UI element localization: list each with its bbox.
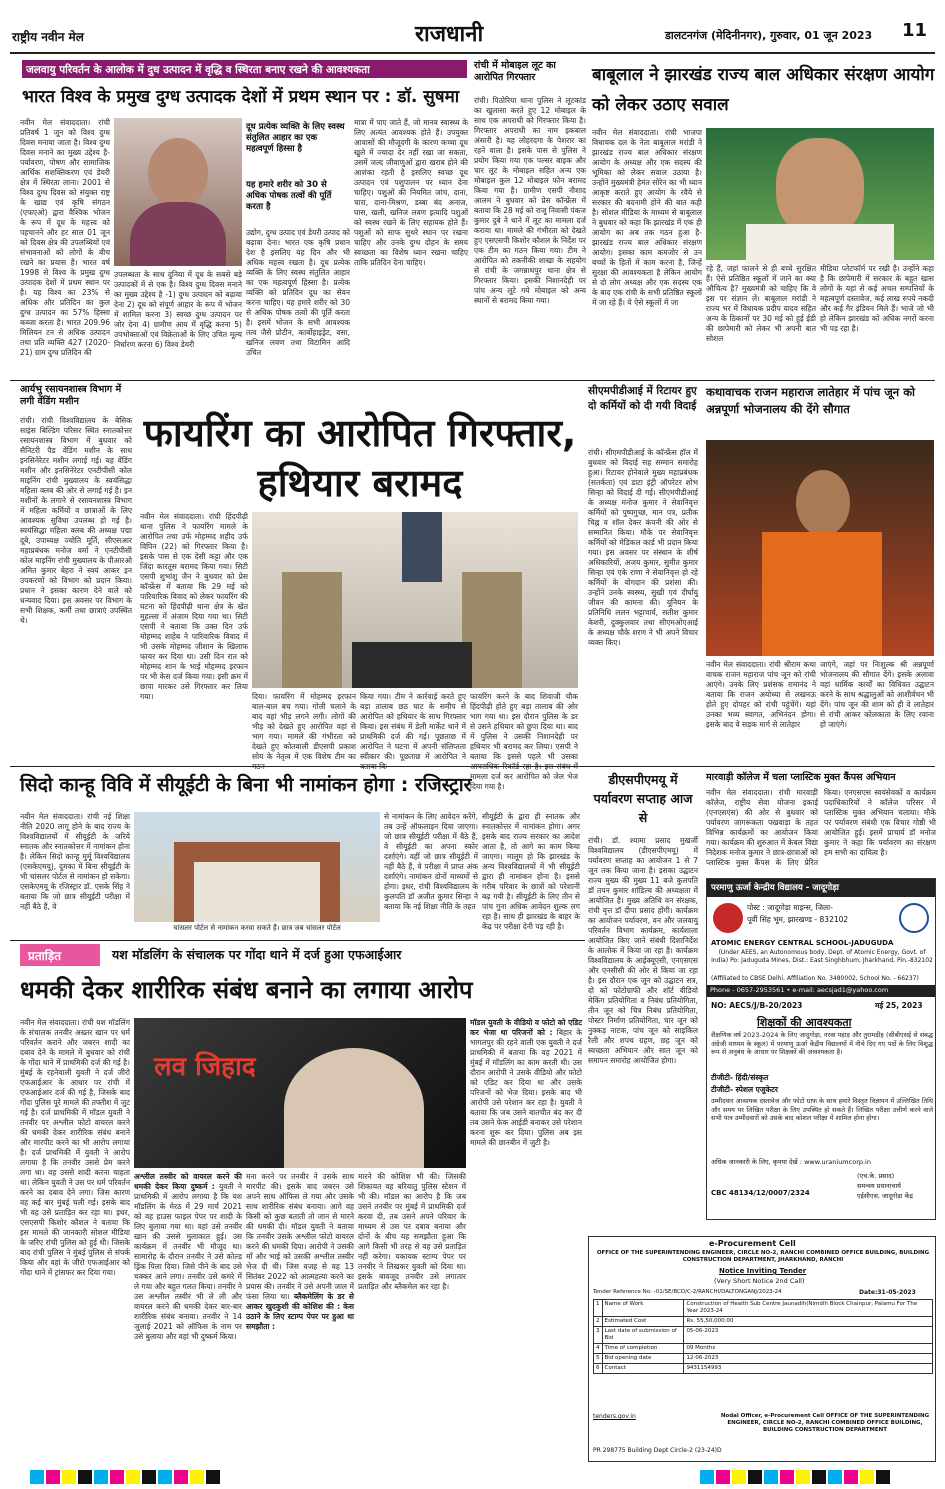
- tender-sl-3: 3: [594, 1327, 603, 1344]
- school-addr1: पोस्ट : जादूगोड़ा माइन्स, जिला-: [747, 903, 833, 912]
- milk-col4-text: मात्रा में पाए जाते हैं, जो मानव स्वास्थ्य के लिए अत्यंत आवश्यक होते हैं। उपयुक्त आवासों की मौजूदगी के कारण कच्चा दूध खुले में ज्यादा देर नहीं रखा जा सकता, उसमें जल्द जीवाणुओं द्वारा खराब होने की आशंका रहती है इसलिए स्वच्छ दूध उत्पादन एवं पशुपालन पर ध्यान देना चाहिए। पशुओं की नियमित जांच, दाना, चारा, दाना-मिश्रण, डब्बा बंद अनाज, घास, खली, खनिज लवण इत्यादि पशुओं को स्वस्थ रखने के लिए सहायक होते हैं। पशुओं को साफ सुथरे स्थान पर रखना चाहिए और उनके दुग्ध दोहन के समय स्वच्छता का विशेष ध्यान रखना चाहिए ताकि प्रतिदिन देना चाहिए।: [354, 118, 468, 267]
- threat-col4: [358, 1172, 466, 1466]
- school-website: अधिक जानकारी के लिए, कृपया देखें : www.uraniumcorp.in: [711, 1158, 871, 1166]
- tender-val-3: 05-06-2023: [684, 1327, 933, 1344]
- mobile-loot-body: [474, 96, 586, 374]
- tender-key-5: Bid opening date: [602, 1354, 684, 1364]
- threat-col2: [134, 1172, 242, 1466]
- headline-marwari: मारवाड़ी कॉलेज में चला प्लास्टिक मुक्त कैंपस अभियान: [706, 772, 896, 783]
- school-date: मई 25, 2023: [875, 1001, 923, 1010]
- tender-val-5: 12-06-2023: [684, 1354, 933, 1364]
- tender-table: [593, 1299, 933, 1409]
- tender-sl-1: 1: [594, 1300, 603, 1317]
- tender-office: OFFICE OF THE SUPERINTENDING ENGINEER, CIRCLE NO-2, RANCHI COMBINED OFFICE BUILDING, BUILDING CONSTRUCTION DEPARTMENT, JHARKHAND, RANCHI: [596, 1250, 930, 1263]
- threat-col5-text: बिहार के भागलपुर की रहने वाली एक युवती ने दर्ज प्राथमिकी में बताया कि वह 2021 में मुंबई में मॉडलिंग का काम करती थी। उस दौरान आरोपी ने उसके वीडियो और फोटो को एडिट कर दिया था और उसके परिजनों को भेज दिया। इसके बाद भी आरोपी उसे परेशान कर रहा है। युवती ने बताया कि जब उसने बातचीत बंद कर दी तब उसने फेक आईडी बनाकर उसे परेशान करना शुरू कर दिया। पुलिस अब इस मामले की छानबीन में जुटी है।: [470, 1028, 582, 1147]
- school-addr2: पूर्वी सिंह भूम, झारखण्ड - 832102: [747, 915, 849, 924]
- divider-1: [10, 380, 935, 381]
- vending-text: रांची। रांची विश्वविद्यालय के बेसिक साइंस बिल्डिंग परिसर स्थित स्नातकोत्तर रसायनशास्त्र विभाग में बुधवार को सैनिटरी पैड वेंडिंग मशीन के साथ इनसिनेरेटर मशीन लगाई गई। यह वेंडिंग मशीन और इनसिनेरेटर एनटीपीसी कोल माइनिंग रांची मुख्यालय के स्वयंसिद्धा महिला क्लब की ओर से लगाई गई है। इन मशीनों के लगाने से रसायनशास्त्र विभाग में महिला कर्मियों व छात्राओं के लिए आवश्यक सुविधा उपलब्ध हो गई है। स्वयंसिद्धा महिला क्लब की अध्यक्ष पद्मा दूबे, उपाध्यक्ष ज्योति मूर्ति, सीएसआर महाप्रबंधक मनोज वर्मा ने एनटीपीसी कोल माइनिंग रांची मुख्यालय के पीआरओ अमित कुमार बेहरा ने स्वयं आकर इन उपकरणों को विभाग को प्रदान किया। प्रधान ने इसका कारण देने वाले को धन्यवाद दिया। इस अवसर पर विभाग के सभी शिक्षक, कर्मी तथा छात्राएं उपस्थित थे।: [20, 416, 132, 625]
- vending-body: [20, 416, 132, 762]
- milk-col3-text: उद्योग, दुग्ध उत्पाद एवं डेयरी उत्पाद को बढ़ावा देना। भारत एक कृषि प्रधान देश है इसलिए यह दिन और भी अधिक महत्त्व रखता है। दूध प्रत्येक व्यक्ति के लिए स्वस्थ संतुलित आहार का एक महत्वपूर्ण हिस्सा है। प्रत्येक व्यक्ति को प्रतिदिन दूध का सेवन करना चाहिए। यह हमारे शरीर को 30 से अधिक पोषक तत्वों की पूर्ति करता है। इसमें भोजन के सभी आवश्यक तत्व जैसे प्रोटीन, कार्बोहाइड्रेट, वसा, खनिज लवण तथा विटामिन आदि उचित: [246, 228, 350, 357]
- dspmu-body: [588, 836, 698, 1232]
- babulal-col2: [706, 264, 816, 376]
- tender-val-2: Rs. 55,50,000.00: [684, 1317, 933, 1327]
- rajan-col2-text: जाएंगे, जहां पर निःशुल्क श्री अन्नपूर्णा भोजनालय की सौगात देंगे। इसके अलावा वहां धार्मिक कार्यों का विधिवत उद्घाटन करने के साथ श्रद्धालुओं को आशीर्वचन भी देंगे। पांच जून की शाम को ही वे लातेहार से रांची आकर कोलकाता के लिए रवाना हो जाएंगे।: [820, 660, 934, 729]
- threat-col1-text: नवीन मेल संवाददाता। रांची यश मॉडलिंग के संचालक तनवीर अख्तर खान पर धर्म परिवर्तन कराने और जबरन शादी का दबाव देने के मामले में बुधवार को रांची के गोंदा थाने में प्राथमिकी दर्ज की गई है। मुंबई के रहनेवाली युवती ने दर्ज जीरो एफआईआर के आधार पर रांची में एफआईआर दर्ज की गई है, जिसके बाद गोंदा पुलिस पूरे मामले की तफ्तीश में जुट गई है। दर्ज प्राथमिकी में मॉडल युवती ने तनवीर पर अश्लील फोटो वायरल करने की धमकी देकर शारीरिक संबंध बनाने और मारपीट करने का भी आरोप लगाया है। दर्ज प्राथमिकी में युवती ने आरोप लगाया है कि तनवीर उससे प्रेम करने लगा था। वह उससे शादी करना चाहता था। लेकिन युवती ने उस पर धर्म परिवर्तन करने का दबाव देने लगा। जिस कारण वह कई बार मुंबई चली गई। इसके बाद भी वह उसे प्रताड़ित कर रहा था। इधर, एसएसपी किशोर कौशल ने बताया कि इस मामले की जानकारी सोशल मीडिया के जरिए रांची पुलिस को हुई थी। जिसके बाद रांची पुलिस ने मुंबई पुलिस से संपर्क किया और वहां के जीरो एफआईआर को गोंदा थाने में ट्रांसफर कर दिया गया।: [20, 1018, 130, 1277]
- tender-footer: Nodal Officer, e-Procurement Cell OFFICE OF THE SUPERINTENDING ENGINEER, CIRCLE NO-2, RANCHI COMBINED OFFICE BUILDING, BUILDING CONSTRUCTION DEPARTMENT: [720, 1413, 930, 1433]
- color-registration-bar-right: [700, 1470, 890, 1484]
- pull-quote-1: दूध प्रत्येक व्यक्ति के लिए स्वस्थ संतुलित आहार का एक महत्वपूर्ण हिस्सा है: [246, 122, 345, 154]
- tender-key-6: Contact: [602, 1364, 684, 1374]
- tender-val-6: 9431154993: [684, 1364, 933, 1374]
- kicker-milk: जलवायु परिवर्तन के आलोक में दुध उत्पादन में वृद्धि व स्थिरता बनाए रखने की आवश्यकता: [22, 60, 467, 78]
- subhead-4: मॉडल युवती के वीडियो व फोटो को एडिट कर भेजा था परिजनों को :: [470, 1018, 582, 1037]
- headline-babulal: बाबूलाल ने झारखंड राज्य बाल अधिकार संरक्षण आयोग को लेकर उठाए सवाल: [592, 65, 935, 115]
- headline-rajan-maharaj: कथावाचक राजन महाराज लातेहार में पांच जून को अन्नपूर्णा भोजनालय की देंगे सौगात: [706, 385, 915, 416]
- firing-col1: [140, 512, 248, 762]
- school-contact: Phone - 0657-2953561 • e-mail: aecsjad1@yahoo.com: [707, 985, 935, 997]
- tender-val-4: 09 Months: [684, 1344, 933, 1354]
- firing-col3-text: किया गया। टीम ने कार्रवाई करते हुए बड़ा तालाब छठ घाट के समीप से आरोपित को हथियार के साथ गिरफ्तार किया। इस संबंध में डेली मार्केट थाने में प्राथमिकी दर्ज की गई। पूछताछ में आरोपित ने घटना में अपनी संलिप्तता स्वीकार की। पूछताछ में आरोपित ने: [360, 692, 466, 761]
- school-sign1: (एच.के. प्रसाद): [857, 1172, 895, 1180]
- skmu-col3-text: सीयूईटी के द्वारा ही स्नातक और स्नातकोत्तर में नामांकन होगा। अगर इसके बाद राज्य सरकार का आदेश आता है, तो आगे का काम किया जाएगा। मालूम हो कि झारखंड के अन्य विश्वविद्यालयों में भी सीयूईटी द्वारा ही नामांकन होना है। इससे गरीब परिवार के छात्रों को परेशानी बढ़ गयी है। सीयूईटी के लिए तीन से पांच गुना अधिक आवेदन शुल्क लग रहा है। साथ ही झारखंड के बाहर के केंद्र पर परीक्षा देनी पड़ रही है।: [482, 812, 580, 931]
- color-registration-bar: [30, 1470, 220, 1484]
- school-logo-right: [899, 903, 929, 933]
- tender-key-2: Estimated Cost: [602, 1317, 684, 1327]
- tender-val-1: Construction of Health Sub Centre Jaunadih(Nimdih Block Chainpur, Palamu For The Year 2023-24: [684, 1300, 933, 1317]
- school-post1: टीजीटी- हिंदी/संस्कृत: [711, 1073, 769, 1082]
- tender-date: Date:31-05-2023: [859, 1289, 916, 1296]
- school-aegis: (Under AEES, an Autonomous body, Dept. of Atomic Energy, Govt. of India) Po: Jaduguda Mines, Dist.: East Singhbhum, Jharkhand, Pin.-832102: [711, 949, 933, 964]
- paper-logo: राष्ट्रीय नवीन मेल: [12, 30, 84, 44]
- school-ad: [706, 878, 936, 1220]
- tender-ref: Tender Reference No: -01/SE/BCD/C-2/RANCHI/DALTONGANJ/2023-24: [593, 1289, 782, 1295]
- school-sign3: एईसीएस, जादूगोड़ा केंद्र: [857, 1192, 913, 1200]
- subhead-1: अश्लील तस्वीर को वायरल करने की धमकी देकर किया दुष्कर्म :: [134, 1172, 242, 1191]
- tender-sl-4: 4: [594, 1344, 603, 1354]
- divider-3: [10, 940, 585, 941]
- subhead-3: केस उठाने के लिए स्टाम्प पेपर पर हुआ था समझौता :: [246, 1302, 354, 1331]
- tender-sl-2: 2: [594, 1317, 603, 1327]
- threat-col1: [20, 1018, 130, 1466]
- babulal-col2-text: रहे हैं, जहां फालने से ही बच्चे सुरक्षित हैं। ऐसे प्रतिष्ठित स्कूलों में जाने का क्या औचित्य है? मुख्यमंत्री को चाहिए कि वे इस पर संज्ञान लें। बाबूलाल मरांडी ने राज्य भर में विधायक प्रदीप यादव सहित अन्य के ठिकानों पर 30 मई को हुई ईडी की छापेमारी को लेकर भी अपनी बात सोशल: [706, 264, 816, 343]
- firing-col2: [252, 692, 356, 762]
- badge-pratadit: प्रताड़ित: [20, 944, 100, 966]
- tender-key-3: Last date of submission of Bid: [602, 1327, 684, 1344]
- dateline: डालटनगंज (मेदिनीनगर), गुरुवार, 01 जून 2023: [665, 29, 873, 42]
- photo-firing-police: [252, 512, 578, 688]
- subhead-2: ब्लैकमेलिंग के डर से आकर खुदकुशी की कोशिश की :: [246, 1292, 354, 1311]
- firing-col2-text: दिया। फायरिंग में मोहम्मद इरफान बाल-बाल बच गया। गोली चलाने के बाद वहां भीड़ लगने लगी। लोगों की भीड़ को देखते हुए आरोपित वहां से भाग गया। मामले की गंभीरता को देखते हुए कोतवाली डीएसपी प्रकाश सोय के नेतृत्व में एक विशेष टीम का: [252, 692, 356, 761]
- headline-dspmu: डीएसपीएमयू में पर्यावरण सप्ताह आज से: [593, 772, 693, 825]
- skmu-col1-text: नवीन मेल संवाददाता। रांची नई शिक्षा नीति 2020 लागू होने के बाद राज्य के विश्वविद्यालयों में सीयूईटी के जरिये स्नातक और स्नातकोत्तर में नामांकन होना है। लेकिन सिदो कान्हू मुर्मू विश्वविद्यालय (एसकेएमयू), दुमका में बिना सीयूईटी के भी चांसलर पोर्टल से नामांकन हो सकेगा। एसकेएमयू के रजिस्ट्रार डॉ. एसके सिंह ने बताया कि जो छात्र सीयूईटी परीक्षा में नहीं बैठे हैं, वे: [20, 812, 130, 911]
- school-name-en: ATOMIC ENERGY CENTRAL SCHOOL-JADUGUDA: [711, 939, 894, 947]
- tender-call: (Very Short Notice 2nd Call): [714, 1277, 805, 1285]
- skmu-col2-text: से नामांकन के लिए आवेदन करेंगे, तब उन्हें ऑफलाइन दिया जाएगा। जो छात्र सीयूईटी परीक्षा में बैठे हैं, वे सीयूईटी का अपना स्कोर दर्शाएंगे। वहीं जो छात्र सीयूईटी में नहीं बैठे हैं, वे परीक्षा में प्राप्त अंक दर्शाएंगे। नामांकन दोनों माध्यमों से होगा। इधर, रांची विश्वविद्यालय के कुलपति डॉ अजीत कुमार सिन्हा ने बताया कि नई शिक्षा नीति के तहत: [384, 812, 478, 911]
- headline-threat: धमकी देकर शारीरिक संबंध बनाने का लगाया आरोप: [20, 976, 473, 1004]
- tender-notice-title: Notice Inviting Tender: [719, 1267, 807, 1275]
- babulal-col3: [820, 264, 934, 376]
- cmpdi-body: [588, 448, 698, 762]
- photo-babulal: [706, 128, 934, 260]
- babulal-col3-text: मीडिया प्लेटफॉर्म पर रखी है। उन्होंने कहा है कि छापेमारी में सरकार के बहुत खास लोगों के यहां से कई अचल सम्पत्तियों के महत्वपूर्ण दस्तावेज, कई लाख रुपये नकदी और कई गैर इंडियन मिले हैं। भाजे जो भी हो लेकिन झारखंड को अधिक नगरों करना भी पड़ रहा है।: [820, 264, 934, 333]
- threat-col5: [470, 1018, 582, 1466]
- headline-cmpdi: सीएमपीडीआई में रिटायर हुए दो कर्मियों को दी गयी विदाई: [588, 385, 697, 412]
- tender-website[interactable]: tenders.gov.in: [593, 1413, 636, 1420]
- headline-mobile-loot: रांची में मोबाइल लूट का आरोपित गिरफ्तार: [474, 60, 556, 83]
- headline-vending: आर्यभु रसायनशास्त्र विभाग में लगी वेंडिंग मशीन: [20, 384, 122, 407]
- table-row: [594, 1344, 933, 1354]
- school-sign2: समन्वय प्रधानाचार्य: [857, 1182, 901, 1190]
- school-affiliation: (Affiliated to CBSE Delhi, Affiliation No. 3480002, School No. - 66237): [711, 975, 919, 982]
- headline-skmu: सिदो कान्हू विवि में सीयूईटी के बिना भी नामांकन होगा : रजिस्ट्रार: [20, 774, 472, 796]
- firing-col4-text: फायरिंग करने के बाद शिवाजी चौक हिंदपीढ़ी होते हुए बड़ा तालाब की ओर भाग गया था। इस दौरान पुलिस के डर से उसने हथियार को छुपा दिया था। बाद में पुलिस ने उसकी निशानदेही पर हथियार भी बरामद कर लिया। एसपी ने बताया कि इससे पहले भी उसका मामला दर्ज कर आरोपित को जेल भेज दिया गया है।: [470, 692, 578, 791]
- school-ref: NO: AECS/J/B-20/2023: [711, 1001, 803, 1010]
- tender-key-1: Name of Work: [602, 1300, 684, 1317]
- divider-2: [10, 766, 935, 767]
- threat-col3: [246, 1172, 354, 1466]
- milk-col1: [20, 118, 110, 376]
- kicker-yash-modelling: यश मॉडलिंग के संचालक पर गोंदा थाने में दर्ज हुआ एफआईआर: [112, 947, 402, 962]
- portrait-sushma: [114, 118, 242, 266]
- threat-col4-text: मारने की कोशिश भी की। जिसकी शिकायत वह बरियातु पुलिस स्टेशन में भी की। मॉडल का आरोप है कि जब उसने तनवीर पर मुंबई में प्राथमिकी दर्ज करवा दी, तब उसने अपने परिवार के माध्यम से उस पर दबाव बनाया और दोनों के बीच यह समझौता हुआ कि आगे किसी भी तरह से वह उसे प्रताड़ित नहीं करेगा। यकायक स्टाम्प पेपर पर तनवीर ने लिखकर युवती को दिया था। इसके बावजूद तनवीर उसे लगातार प्रताड़ित और ब्लैकमेल कर रहा है।: [358, 1172, 466, 1291]
- skmu-caption: चांसलर पोर्टल से नामांकन करवा सकते हैं। छात्र जब चांसलर पोर्टल: [134, 924, 380, 936]
- photo-rajan-maharaj: [706, 440, 934, 656]
- milk-col4: [354, 118, 468, 376]
- firing-col3: [360, 692, 466, 762]
- tender-sl-5: 5: [594, 1354, 603, 1364]
- school-post2: टीजीटी- स्पेशल एजुकेटर: [711, 1085, 778, 1094]
- skmu-col1: [20, 812, 130, 936]
- milk-col3: [246, 228, 350, 376]
- milk-col2-text: उपलब्धता के साथ दुनिया में दूध के सबसे बड़े उत्पादकों में से एक है। विश्व दुग्ध दिवस मनाने का मुख्य उद्देश्य है -1) दुग्ध उत्पादन को बढ़ावा देना 2) दूध को संपूर्ण आहार के रूप में भोजन में शामिल करना 3) स्वच्छ दुग्ध उत्पादन पर जोर देना 4) ग्रामीण आय में वृद्धि करना 5) उपभोक्ताओं एवं विक्रेताओं के लिए उचित मूल्य निर्धारण करना 6) विश्व डेयरी: [114, 270, 242, 349]
- tender-cell-head: e-Procurement Cell: [709, 1239, 796, 1248]
- cmpdi-text: रांची। सीएमपीडीआई के कॉन्फ्रेंस हॉल में बुधवार को विदाई सह सम्मान समारोह हुआ। रिटायर होनेवाले मुख्य महाप्रबंधक (सतर्कता) एवं डाटा इंट्री ऑपरेटर शोभ सिन्हा को विदाई दी गई। सीएमपीडीआई के अध्यक्ष मनोज कुमार ने सेवानिवृत्त कर्मियों को पुष्पगुच्छ, मान पत्र, प्रतीक चिह्न व शॉल देकर कंपनी की ओर से सम्मानित किया। मौके पर सेवानिवृत्त कर्मियों को मेडिकल कार्ड भी प्रदान किया गया। इस अवसर पर संस्थान के शीर्ष अधिकारियों, अजय कुमार, सुमीत कुमार सिन्हा एवं एके राणा ने सेवानिवृत्त हो रहे कर्मियों के योगदान की प्रशंसा की। उन्होंने उनके स्वस्थ्य, सुखी एवं दीर्घायु जीवन की कामना की। यूनियन के प्रतिनिधि ललन भट्टाचार्य, सतीश कुमार केशरी, दुक्कुलवार तथा सीएमओएआई के अध्यक्ष चौके शरण ने भी अपने विचार व्यक्त किए।: [588, 448, 698, 647]
- table-row: [594, 1354, 933, 1364]
- firing-col1-text: नवीन मेल संवाददाता। रांची हिंदपीढ़ी थाना पुलिस ने फायरिंग मामले के आरोपित तथा उर्फ मोहम्मद शहीद उर्फ विपिन (22) को गिरफ्तार किया है। इसके पास से एक देसी कट्टा और एक जिंदा कारतूस बरामद किया गया। सिटी एसपी शुभांशु जैन ने बुधवार को प्रेस कॉन्फ्रेंस में बताया कि 29 मई को पारिवारिक विवाद को लेकर फायरिंग की घटना को हिंदपीढ़ी थाना क्षेत्र के खेत मुहल्ला में अंजाम दिया गया था। सिटी एसपी ने बताया कि उक्त दिन उर्फ मोहम्मद शाहेब ने पारिवारिक विवाद में भी उसके मोहम्मद जीशान के खिलाफ फायर कर दिया था। उसी दिन रात को मोहम्मद शान के भाई मोहम्मद इरफान पर भी केस दर्ज किया गया। इसी क्रम में छापा मारकर उसे गिरफ्तार कर लिया गया।: [140, 512, 248, 701]
- school-body2: उम्मीदवार आवश्यक दस्तावेज और फोटो ग्राफ के साथ हमारे विस्तृत विज्ञापन में उल्लिखित तिथि और समय पर लिखित परीक्षा के लिए उपस्थित हो सकते हैं। लिखित परीक्षा उत्तीर्ण करने वाले सभी पात्र उम्मीदवारों को उसके बाद कोशल परीक्षा में शामिल होना होगा।: [711, 1097, 933, 1122]
- milk-col2: [114, 270, 242, 376]
- table-row: [594, 1317, 933, 1327]
- milk-col1-text: नवीन मेल संवाददाता। रांची प्रतिवर्ष 1 जून को विश्व दुग्ध दिवस मनाया जाता है। विश्व दुग्ध दिवस मनाने का मुख्य उद्देश्य है-पर्यावरण, पोषण और सामाजिक आर्थिक सशक्तिकरण एवं डेयरी क्षेत्र में स्थिरता लाना। 2001 से विश्व दुग्ध दिवस को संयुक्त राष्ट्र के खाद्य एवं कृषि संगठन (एफएओ) द्वारा वैश्विक भोजन के रूप में दूध के महत्त्व को पहचानने और हर साल 01 जून को दिवस क्षेत्र की उपलब्धियों एवं संभावनाओं को लोगों के बीच रखने का प्रयास है। भारत वर्ष 1998 से विश्व के प्रमुख दुग्ध उत्पादक देशों में प्रथम स्थान पर है। यह विश्व का 23% से अधिक और प्रतिदिन का कुल दुग्ध उत्पादन का 57% हिस्सा कब्जा करता है। भारत 209.96 मिलियन टन से अधिक उत्पादन तथा प्रति व्यक्ति 427 (2020-21) ग्राम दुग्ध प्रतिदिन की: [20, 118, 110, 357]
- dspmu-text: रांची। डॉ. श्यामा प्रसाद मुखर्जी विश्वविद्यालय (डीएसपीएमयू) में पर्यावरण सप्ताह का आयोजन 1 से 7 जून तक किया जाना है। इसका उद्घाटन राज्य मुख्य की मुख्य 11 बजे कुलपति डॉ तपन कुमार शांडिल्य की अध्यक्षता में आयोजित है। मुख्य अतिथि वन संरक्षक, रांची वृत्त डॉ दीपा प्रसाद होंगी। कार्यक्रम का आयोजन पर्यावरण, वन और जलवायु परिवर्तन विभाग कार्यक्रम, कार्यशाला आयोजित किए जाने संबंधी दिशानिर्देश के आलोक में किया जा रहा है। कार्यक्रम विश्वविद्यालय के आईक्यूएसी, एनएसएस और एनसीसी की ओर से किया जा रहा है। इस दौरान एक जून को उद्घाटन सत्र, दो को फोटोग्राफी और शॉर्ट वीडियो मेकिंग प्रतियोगिता व निबंध प्रतियोगिता, तीन जून को चित्र निबंध प्रतियोगिता, पोस्टर निर्माण प्रतियोगिता, चार जून को नुक्कड़ नाटक, पांच जून को साइकिल रैली और शपथ ग्रहण, छह जून को स्वच्छता अभियान और सात जून को समापन समारोह आयोजित होगा।: [588, 836, 698, 1065]
- threat-col3-text: मना करने पर तनवीर ने उसके साथ मारपीट की। इसके बाद जबरन उसे अपने साथ ऑफिस ले गया और उसके साथ शारीरिक संबंध बनाया। आगे वह किसी को कुछ बताती तो जान से मारने की धमकी दी। मॉडल युवती ने बताया कि तनवीर उसके अश्लील फोटो वायरल करने की धमकी दिया। आरोपी ने उसकी माँ और भाई को उसकी अश्लील तस्वीर भेज दी थी। जिस वजह से वह 13 सितंबर 2022 को आत्महत्या करने का प्रयास की। तनवीर ने उसे अपनी जाल में फंसा लिया था।: [246, 1172, 354, 1301]
- rajan-col1-text: नवीन मेल संवाददाता। रांची श्रीराम कथा वाचक राजन महाराज पांच जून को रांची आएंगे। उनके लिए प्रशंसक रामानंद ने बताया कि राजन अयोध्या से लखनऊ होते हुए दोपहर को रांची पहुंचेंगे। यहां उनका भव्य स्वागत, अभिनंदन होगा। इसके बाद वे सड़क मार्ग से लातेहार: [706, 660, 816, 729]
- headline-firing: फायरिंग का आरोपित गिरफ्तार, हथियार बरामद: [143, 411, 577, 505]
- school-ad-title: परमाणु ऊर्जा केन्द्रीय विद्यालय - जादूगोड़ा: [711, 883, 839, 893]
- rajan-col2: [820, 660, 934, 762]
- masthead-rule: [10, 52, 935, 54]
- school-logo-left: [713, 903, 743, 933]
- marwari-body: [706, 788, 936, 874]
- school-ad-code: CBC 48134/12/0007/2324: [711, 1189, 810, 1197]
- pull-quote-2: यह हमारे शरीर को 30 से अधिक पोषक तत्वों की पूर्ति करता है: [246, 180, 332, 212]
- love-jihad-label: लव जिहाद: [154, 1052, 256, 1082]
- skmu-col2: [384, 812, 478, 936]
- table-row: [594, 1327, 933, 1344]
- masthead: [0, 0, 945, 56]
- tender-pr-code: PR 298775 Building Dept Circle-2 (23-24)D: [593, 1447, 722, 1454]
- rajan-col1: [706, 660, 816, 762]
- section-title: राजधानी: [415, 22, 484, 47]
- photo-university-gate: [134, 812, 380, 922]
- page-number: 11: [902, 20, 928, 41]
- mobile-loot-text: रांची। पिठोरिया थाना पुलिस ने लूटकांड का खुलासा करते हुए 12 मोबाइल के साथ एक अपराधी को गिरफ्तार किया है। गिरफ्तार अपराधी का नाम इकबाल अंसारी है। यह लोहरदगा के पेशरार का रहने वाला है। इसके पास से पुलिस ने प्रयोग किया गया एक पल्सर बाइक और चार लूट के मोबाइल सहित अन्य एक मोबाइल कुल 12 मोबाइल फोन बरामद किया गया है। ग्रामीण एसपी नौशाद आलम ने बुधवार को प्रेस कॉन्फ्रेंस में बताया कि 28 मई को राजू निवासी पंकज कुमार दुबे ने थाने में लूट का मामला दर्ज कराया था। मामले की गंभीरता को देखते हुए एसएसपी किशोर कौशल के निर्देश पर एक टीम का गठन किया गया। टीम ने आरोपित को तकनीकी शाखा के सहयोग से रांची के जगन्नाथपुर थाना क्षेत्र से गिरफ्तार किया। इसकी निशानदेही पर पांच अन्य लूटे गये मोबाइल को अन्य स्थानों से बरामद किया गया।: [474, 96, 586, 305]
- tender-notice: [588, 1236, 936, 1462]
- threat-col2-text: युवती ने प्राथमिकी में आरोप लगाया है कि यश मॉडलिंग के मेरठ में 29 मार्च 2021 को वह हाउस फाइल पेपर पर शादी के लिए बुलाया गया था। वहां उसे तनवीर खान की उससे मुलाकात हुई। उस कार्यक्रम में तनवीर भी मौजूद था। सामारोह के दौरान तनवीर ने उसे कोल्ड ड्रिंक पिला दिया। जिसे पीने के बाद उसे चक्कर आने लगा। तनवीर उसे कमरे में ले गया और बहुत गलत किया। तनवीर ने उस अश्लील तस्वीर भी ले ली और वायरल करने की धमकी देकर बार-बार शारीरिक संबंध बनाया। तनवीर ने 14 जुलाई 2021 को ऑफिस के नाम पर उसे बुलाया और वहां भी दुष्कर्म किया।: [134, 1182, 242, 1341]
- marwari-text: नवीन मेल संवाददाता। रांची मारवाड़ी कॉलेज, राष्ट्रीय सेवा योजना इकाई (एनएसएस) की ओर से बुधवार को पर्यावरण जागरूकता पखवाड़ा के तहत विभिन्न कार्यक्रमों का आयोजन किया गया। कार्यक्रम की शुरुआत में केबल विद्या निदेशक मनोज कुमार ने छात्र-छात्राओं को प्लास्टिक मुक्त कैंपस के लिए प्रेरित किया। एनएसएस स्वयंसेवकों व कार्यक्रम पदाधिकारियों ने कॉलेज परिसर में प्लास्टिक मुक्त अभियान चलाया। मौके पर पर्यावरण संबंधी एक विचार गोष्ठी भी आयोजित हुई। इसमें प्राचार्य डॉ मनोज कुमार ने कहा कि पर्यावरण का संरक्षण हम सभी का दायित्व है।: [706, 788, 936, 867]
- school-ad-header: [707, 879, 935, 897]
- table-row: [594, 1300, 933, 1317]
- photo-love-jihad: [134, 1018, 466, 1168]
- tender-key-4: Time of completion: [602, 1344, 684, 1354]
- headline-milk: भारत विश्व के प्रमुख दुग्ध उत्पादक देशों में प्रथम स्थान पर : डॉ. सुषमा: [22, 87, 460, 107]
- firing-col4: [470, 692, 578, 791]
- tender-sl-6: 6: [594, 1364, 603, 1374]
- school-body: शैक्षणिक वर्ष 2023-2024 के लिए जादूगोड़ा, नरवा पहाड़ और तुरामडीह (सीबीएसई से संबद्ध अंग्रेजी माध्यम के स्कूल) में परमाणु ऊर्जा केंद्रीय विद्यालयों में नीचे दिए गए पदों के लिए विशुद्ध रूप से अनुबंध के आधार पर शिक्षकों की आवश्यकता है।: [711, 1031, 933, 1056]
- school-heading: शिक्षकों की आवश्यकता: [757, 1016, 852, 1029]
- skmu-col3: [482, 812, 580, 936]
- babulal-col1: [592, 128, 702, 376]
- table-row: [594, 1364, 933, 1374]
- babulal-col1-text: नवीन मेल संवाददाता। रांची भाजपा विधायक दल के नेता बाबूलाल मरांडी ने झारखंड राज्य बाल अधिकार संरक्षण आयोग के अध्यक्ष और एक सदस्य की भूमिका को लेकर सवाल उठाया है। उन्होंने मुख्यमंत्री हेमंत सोरेन का भी ध्यान आकृष्ट कराते हुए आयोग के रवैये से सरकार की बदनामी होने की बात कही है। सोशल मीडिया के माध्यम से बाबूलाल ने बुधवार को कहा कि झारखंड में एक ही आयोग का अब तक गठन हुआ है- झारखंड राज्य बाल अधिकार संरक्षण आयोग। इसका काम कमजोर से उन बच्चों के हितों में काम करना है, जिन्हें सुरक्षा की आवश्यकता है लेकिन आयोग से दो लोग अध्यक्ष और एक सदस्य एक के बाद एक रांची के सभी प्रतिष्ठित स्कूलों में जा रहे हैं। ये ऐसे स्कूलों में जा: [592, 128, 702, 307]
